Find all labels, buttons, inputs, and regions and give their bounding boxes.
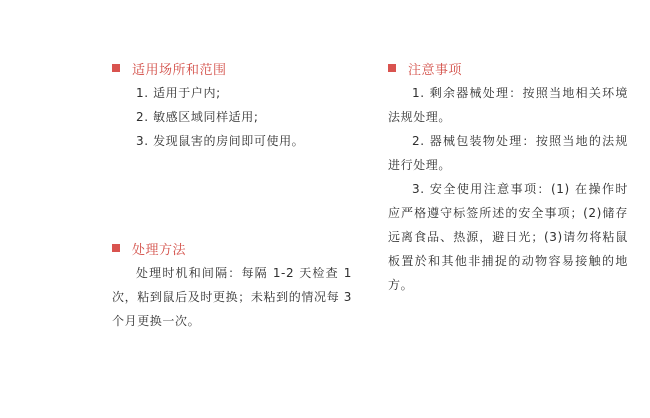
scope-item: 3. 发现鼠害的房间即可使用。 (136, 134, 305, 148)
method-section (112, 238, 352, 333)
notes-paragraph: 2. 器械包装物处理：按照当地的法规进行处理。 (388, 134, 628, 172)
method-title: 处理方法 (132, 242, 187, 258)
scope-item: 1. 适用于户内; (136, 86, 221, 100)
scope-section (112, 58, 362, 153)
notes-paragraph: 1. 剩余器械处理：按照当地相关环境法规处理。 (388, 86, 628, 124)
notes-paragraph: 3. 安全使用注意事项：(1) 在操作时应严格遵守标签所述的安全事项；(2)储存远离食品、热源，避日光；(3)请勿将粘鼠板置於和其他非捕捉的动物容易接触的地方。 (388, 182, 628, 292)
method-header (112, 238, 352, 258)
notes-title: 注意事项 (408, 62, 463, 78)
square-bullet-icon (388, 64, 396, 72)
scope-title: 适用场所和范围 (132, 62, 227, 78)
square-bullet-icon (112, 64, 120, 72)
square-bullet-icon (112, 244, 120, 252)
notes-header (388, 58, 628, 78)
method-text: 处理时机和间隔：每隔 1-2 天检查 1 次，粘到鼠后及时更换；未粘到的情况每 3 个月更换一次。 (112, 266, 352, 328)
scope-header (112, 58, 362, 78)
notes-section (388, 58, 628, 297)
scope-item: 2. 敏感区域同样适用; (136, 110, 259, 124)
scope-list (136, 81, 362, 153)
